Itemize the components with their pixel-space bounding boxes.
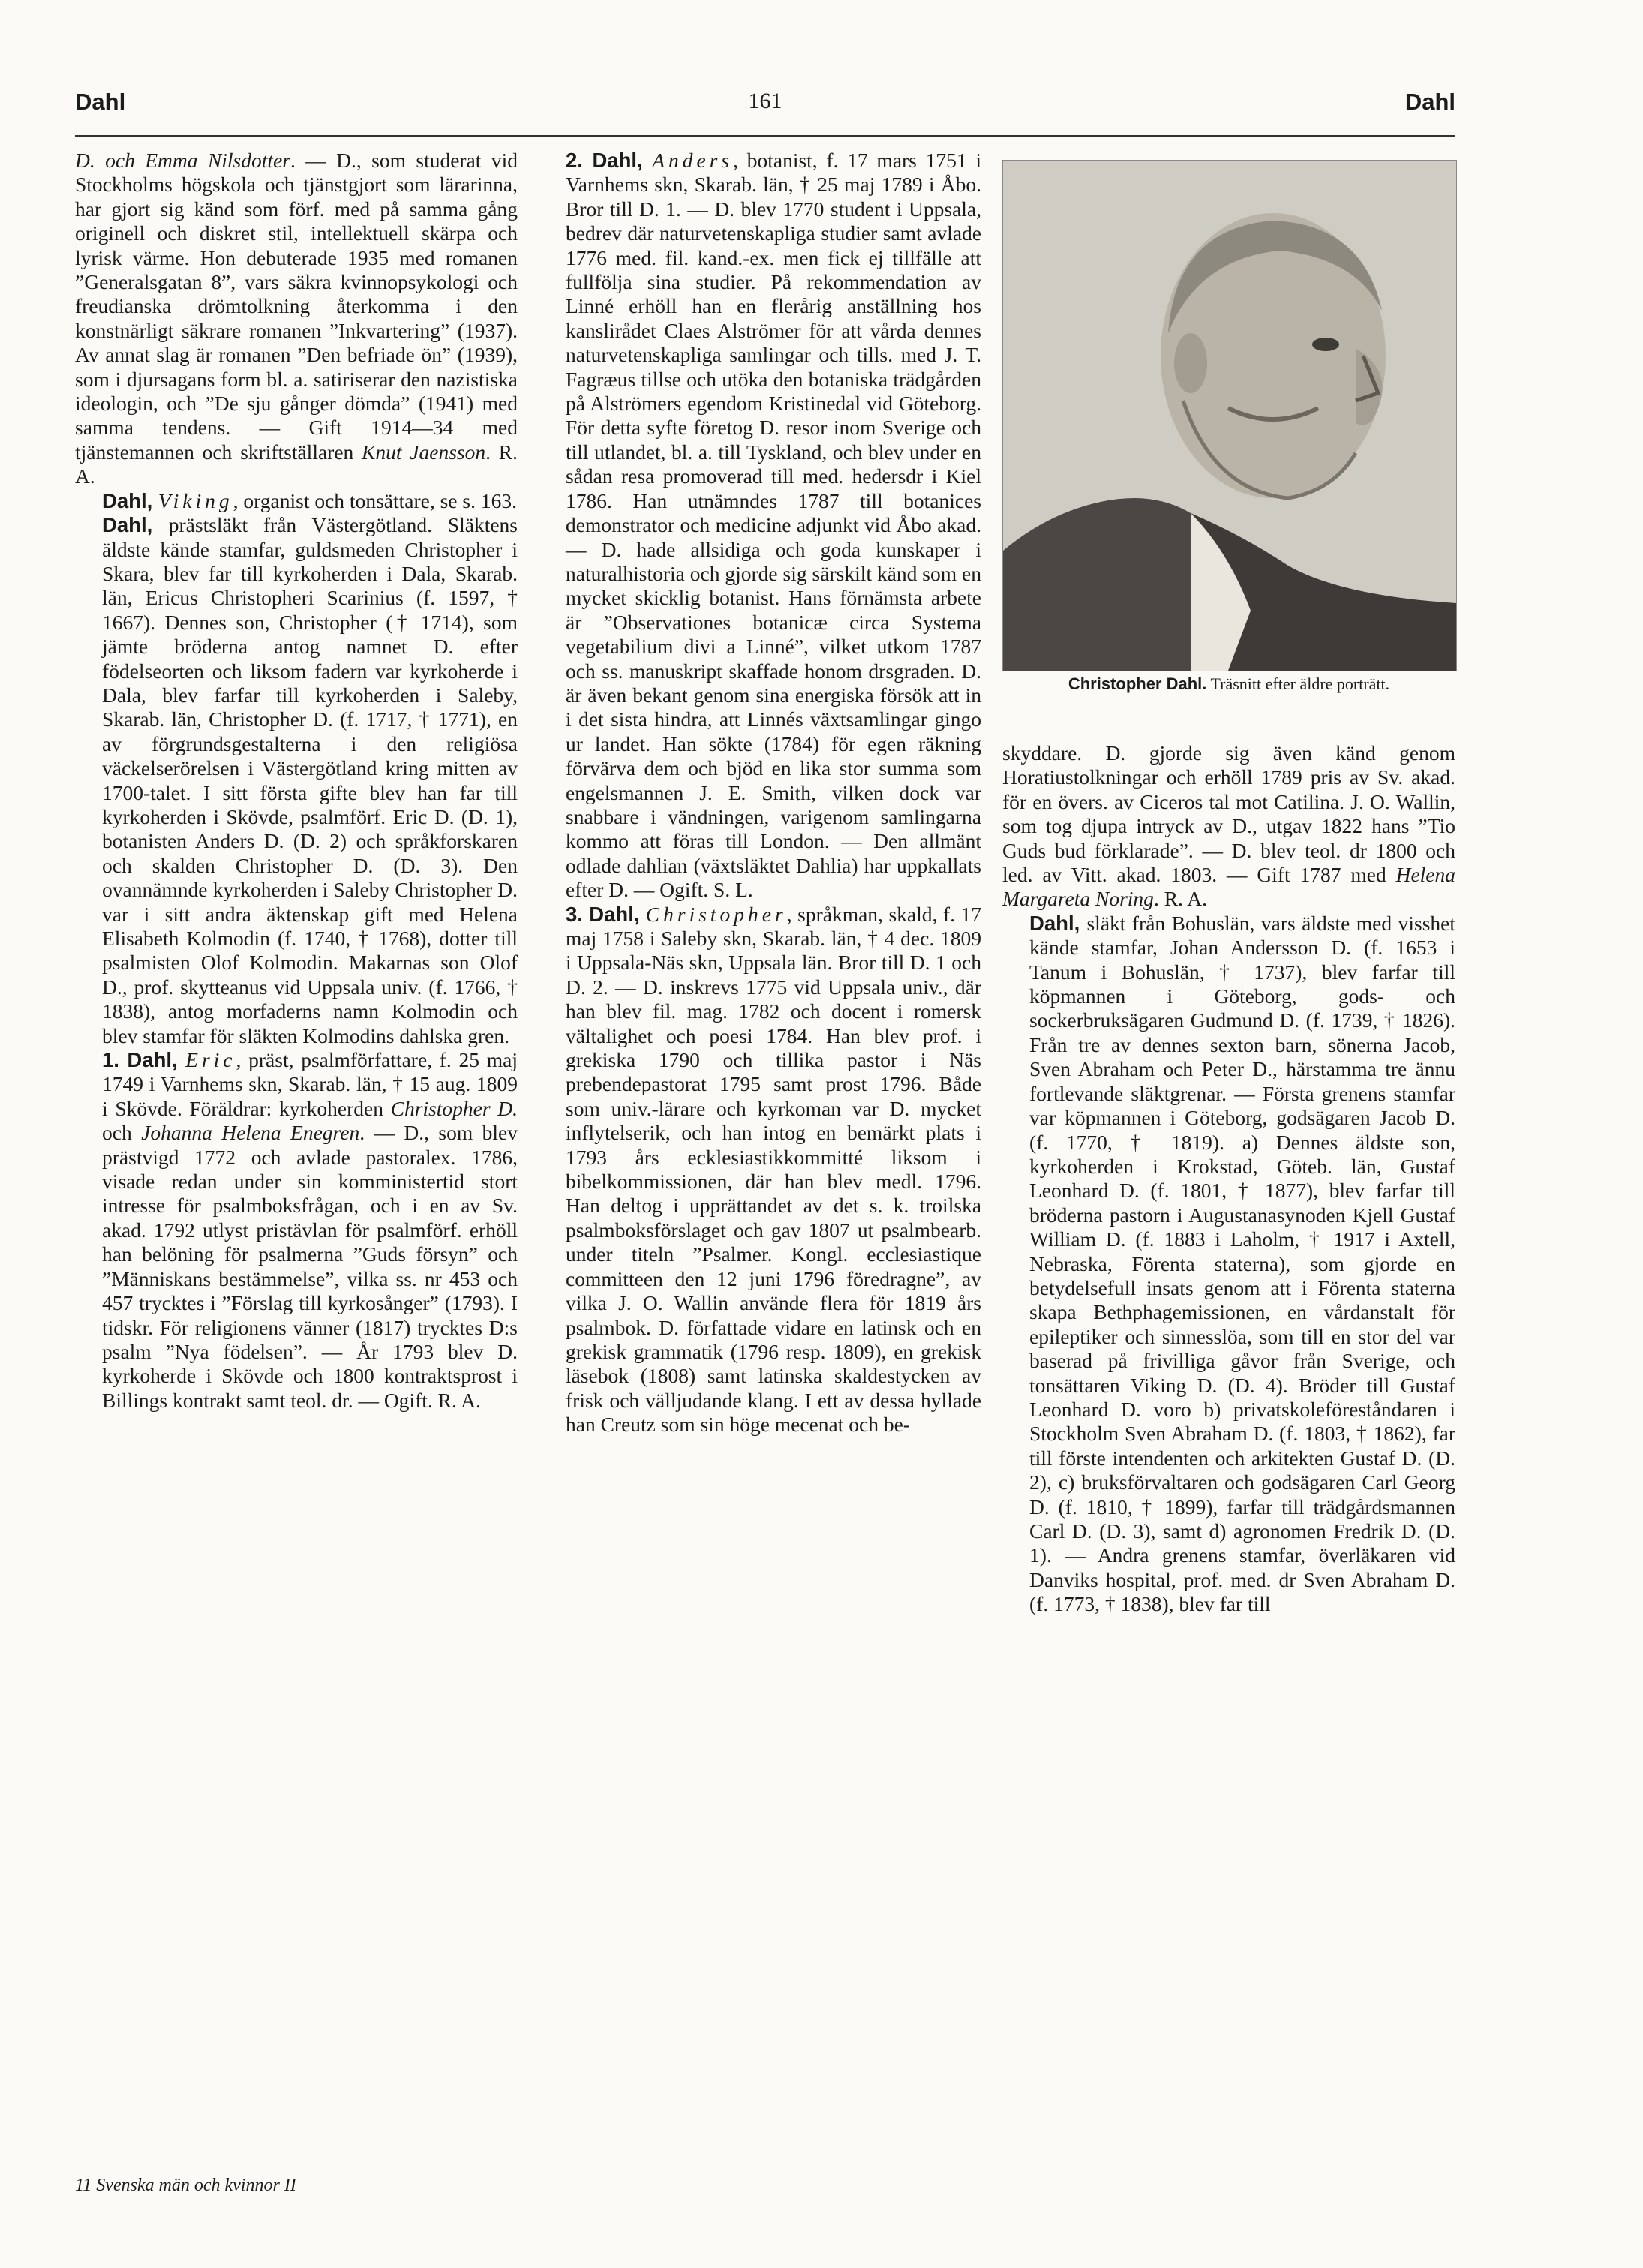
portrait-caption [1002,674,1455,695]
text-run: Knut Jaensson [362,440,486,464]
entry-dahl-christopher [539,903,981,1437]
header-rule [75,135,1455,137]
header-right-keyword: Dahl [1404,89,1455,115]
text-run: 1. Dahl, [102,1048,186,1072]
text-run: D. och [75,149,146,172]
text-run: Johanna Helena Enegren [141,1121,360,1145]
text-run: och [102,1121,142,1145]
text-run: Anders [652,149,734,172]
text-run: . — D., som blev prästvigd 1772 och avlade pastoralex. 1786, visade redan under sin komministertid stort intresse för psalmboksfrågan, och i en av Sv. akad. 1792 utlyst pristävlan för psalmförf. erhöll han belöning för psalmerna ”Guds försyn” och ”Människans bestämmelse”, vilka ss. nr 453 och 457 trycktes i ”Förslag till kyrkosånger” (1793). I tidskr. För religionens vänner (1817) trycktes D:s psalm ”Nya födelsen”. — År 1793 blev D. kyrkoherde i Skövde och 1800 kontraktsprost i Billings kontrakt samt teol. dr. — Ogift. R. A. [102,1121,518,1412]
text-run: släkt från Bohuslän, vars äldste med visshet kände stamfar, Johan Andersson D. (f. 1653 i Tanum i Bohuslän, † 1737), blev farfar till köpmannen i Göteborg, gods- och sockerbruksägaren Gudmund D. (f. 1739, † 1826). Från tre av dennes sexton barn, sönerna Jacob, Sven Abraham och Peter D., härstamma tre ännu fortlevande släktgrenar. — Första grenens stamfar var köpmannen i Göteborg, godsägaren Jacob D. (f. 1770, † 1819). a) Dennes äldste son, kyrkoherden i Krokstad, Göteb. län, Gustaf Leonhard D. (f. 1801, † 1877), blev farfar till bröderna pastorn i Augustanasynoden Kjell Gustaf William D. (f. 1883 i Laholm, † 1917 i Axtell, Nebraska, Förenta staterna), som gjorde en betydelsefull insats genom att i Förenta staterna skapa Bethphagemissionen, en vårdanstalt för epileptiker och sinnesslöa, som till en stor del var baserad på frivilliga gåvor från Sverige, och tonsättaren Viking D. (D. 4). Bröder till Gustaf Leonhard D. voro b) privatskoleföreståndaren i Stockholm Sven Abraham D. (f. 1803, † 1862), far till förste intendenten och arkitekten Gustaf D. (D. 2), c) bruksförvaltaren och godsägaren Carl Georg D. (f. 1810, † 1899), farfar till trädgårdsmannen Carl D. (D. 3), samt d) agronomen Fredrik D. (D. 1). — Andra grenens stamfar, överläkaren vid Danviks hospital, prof. med. dr Sven Abraham D. (f. 1773, † 1838), blev far till [1029,911,1456,1616]
caption-name: Christopher Dahl. [1068,674,1207,693]
portrait-woodcut-illustration [1003,161,1456,671]
column-3 [1002,741,1455,1617]
text-run: skyddare. D. gjorde sig även känd genom Horatiustolkningar och erhöll 1789 pris av Sv. akad. för en övers. av Ciceros tal mot Catilina. J. O. Wallin, som tog djupa intryck av D., utgav 1822 hans ”Tio Guds bud förklarade”. — D. blev teol. dr 1800 och led. av Vitt. akad. 1803. — Gift 1787 med [1002,741,1455,887]
text-run: Christopher [645,902,787,926]
entry-dahl-anders [539,149,981,903]
entry-christopher-continuation [1002,741,1455,912]
text-run: . — D., som studerat vid Stockholms högskola och tjänstgjort som lärarinna, har gjort sig känd som förf. med på samma gång originell och diskret stil, intellektuell skärpa och lyrisk värme. Hon debuterade 1935 med romanen ”Generalsgatan 8”, vars säkra kvinnopsykologi och freudianska drömtolkning återkomma i den konstnärligt säkrare romanen ”Inkvartering” (1937). Av annat slag är romanen ”Den befriade ön” (1939), som i djursagans form bl. a. satiriserar den nazistiska ideologin, och ”De sju gånger dömda” (1941) med samma tendens. — Gift 1914—34 med tjänstemannen och skriftställaren [75,149,518,464]
running-header [75,89,1455,134]
text-run: . R. A. [1153,887,1207,911]
text-run: , präst, psalmförfattare, f. 25 maj 1749 i Varnhems skn, Skarab. län, † 15 aug. 1809 i Skövde. Föräldrar: kyrkoherden [102,1048,518,1120]
text-run: Emma Nilsdotter [145,149,290,172]
text-run: , organist och tonsättare, se s. 163. [233,488,517,512]
text-run: Dahl, [102,513,169,537]
entry-continuation [75,149,518,489]
text-run: Christopher D. [390,1096,518,1120]
text-run: Eric [185,1048,236,1072]
text-run: Dahl, [102,488,158,512]
text-run: prästsläkt från Västergötland. Släktens äldste kände stamfar, guldsmeden Christopher i Skara, blev far till kyrkoherden i Dala, Skarab. län, Ericus Christopheri Scarinius (f. 1597, † 1667). Dennes son, Christopher († 1714), som jämte bröderna antog namnet D. efter födelseorten och liksom fadern var kyrkoherde i Dala, blev farfar till kyrkoherden i Saleby, Skarab. län, Christopher D. (f. 1717, † 1771), en av förgrundsgestalterna i den religiösa väckelserörelsen i Västergötland kring mitten av 1700-talet. I sitt första gifte blev han far till kyrkoherden i Skövde, psalmförf. Eric D. (D. 1), botanisten Anders D. (D. 2) och språkforskaren och skalden Christopher D. (D. 3). Den ovannämnde kyrkoherden i Saleby Christopher D. var i sitt andra äktenskap gift med Helena Elisabeth Kolmodin (f. 1740, † 1768), dotter till psalmisten Olof Kolmodin. Makarnas son Olof D., prof. skytteanus vid Uppsala univ. (f. 1766, † 1838), antog morfaderns namn Kolmodin och blev stamfar för släkten Kolmodins dahlska gren. [102,513,518,1047]
caption-text: Träsnitt efter äldre porträtt. [1206,674,1390,693]
entry-dahl-family-vastergotland [75,513,518,1048]
column-2 [539,149,981,1437]
text-run: Viking [158,488,233,512]
entry-dahl-viking-ref [75,489,518,513]
header-left-keyword: Dahl [75,89,126,115]
entry-dahl-family-bohuslan [1002,912,1455,1617]
text-run: , botanist, f. 17 mars 1751 i Varnhems skn, Skarab. län, † 25 maj 1789 i Åbo. Bror till D. 1. — D. blev 1770 student i Uppsala, bedrev där naturvetenskapliga studier samt avlade 1776 med. fil. kand.-ex. men fick ej tillfälle att fullfölja sina studier. På rekommendation av Linné erhöll han en flerårig anställning hos kanslirådet Claes Alströmer för att vårda dennes naturvetenskapliga samlingar och tills. med J. T. Fagræus tillse och utöka den botaniska trädgården på Alströmers egendom Kristinedal vid Göteborg. För detta syfte företog D. resor inom Sverige och till utlandet, bl. a. till Tyskland, och blev under en sådan resa promoverad till med. hedersdr i Kiel 1786. Han utnämndes 1787 till botanices demonstrator och medicine adjunkt vid Åbo akad. — D. hade allsidiga och goda kunskaper i naturalhistoria och gjorde sig särskilt känd som en mycket skicklig botanist. Hans förnämsta arbete är ”Observationes botanicæ circa Systema vegetabilium divi a Linné”, vilket utkom 1787 och ss. manuskript skaffade honom drsgraden. D. är även bekant genom sina energiska försök att in i det sista hindra, att Linnés växtsamlingar gingo ur landet. Han sökte (1784) för egen räkning förvärva dem och bjöd en lika stor summa som engelsmannen J. E. Smith, vilken dock var snabbare i vändningen, varigenom samlingarna kommo att föras till London. — Den allmänt odlade dahlian (växtsläktet Dahlia) har uppkallats efter D. — Ogift. S. L. [566,149,981,902]
text-run: , språkman, skald, f. 17 maj 1758 i Saleby skn, Skarab. län, † 4 dec. 1809 i Uppsala-Näs skn, Uppsala län. Bror till D. 1 och D. 2. — D. inskrevs 1775 vid Uppsala univ., där han blev fil. mag. 1782 och docent i romersk vältalighet och poesi 1784. Han blev prof. i grekiska 1790 och tillika pastor i Näs prebendepastorat 1795 samt prost 1796. Både som univ.-lärare och kyrkoman var D. mycket inflytelserik, och han intog en bemärkt plats i 1793 års ecklesiastikkommitté liksom i bibelkommissionen, där han blev medl. 1796. Han deltog i upprättandet av det s. k. troilska psalmboksförslaget och gav 1807 ut psalmbearb. under titeln ”Psalmer. Kongl. ecclesiastique committeen den 12 juni 1796 föredragne”, av vilka J. O. Wallin använde flera för 1819 års psalmbok. D. författade vidare en latinsk och en grekisk grammatik (1796 resp. 1809), en grekisk läsebok (1808) samt latinska skaldestycken av frisk och välljudande klang. I ett av dessa hyllade han Creutz som sin höge mecenat och be- [566,902,981,1437]
text-run: Dahl, [1029,911,1087,935]
page-number: 161 [748,89,782,113]
text-run: 3. Dahl, [566,902,646,926]
text-run: . R. A. [75,440,518,488]
column-1 [75,149,518,1413]
text-run: Helena Margareta Noring [1002,863,1455,911]
portrait-image [1002,160,1457,671]
entry-dahl-eric [75,1048,518,1413]
footer-signature: 11 Svenska män och kvinnor II [75,2176,296,2195]
text-run: 2. Dahl, [566,149,653,172]
